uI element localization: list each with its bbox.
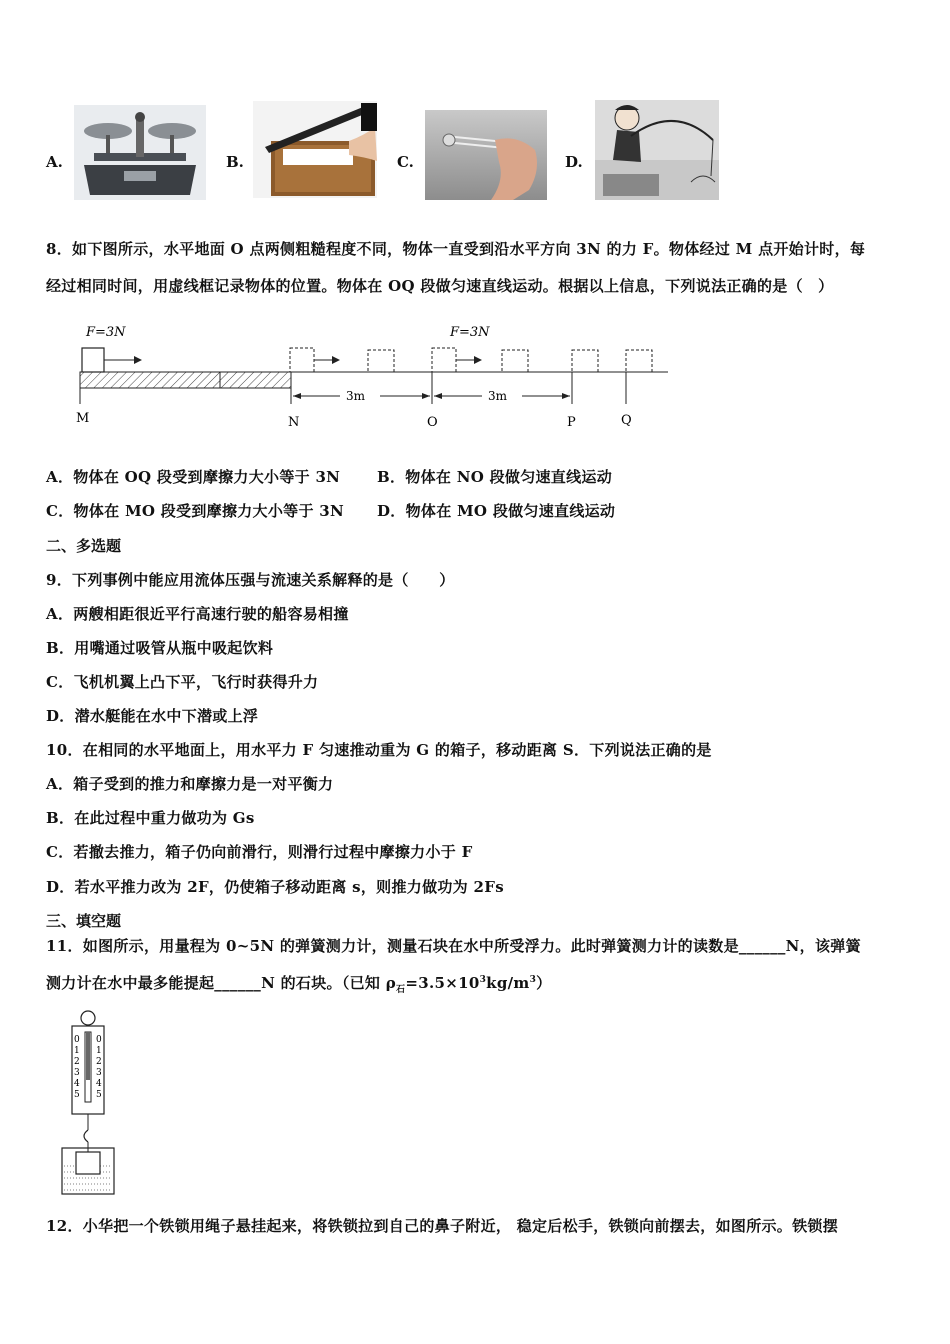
- dashed-box-q: [626, 350, 652, 372]
- q10-option-c: C．若撤去推力，箱子仍向前滑行，则滑行过程中摩擦力小于 F: [46, 843, 473, 861]
- q9-stem: 9．下列事例中能应用流体压强与流速关系解释的是（ ）: [46, 571, 455, 589]
- dashed-box-2: [368, 350, 394, 372]
- block-at-m: [82, 348, 104, 372]
- q10-option-a: A．箱子受到的推力和摩擦力是一对平衡力: [46, 775, 334, 793]
- q8-motion-figure: [70, 318, 675, 436]
- tick-left-1: 1: [74, 1046, 80, 1056]
- q11-stem-line-2: [46, 972, 551, 995]
- q8-stem-line-2: 经过相同时间，用虚线框记录物体的位置。物体在 OQ 段做匀速直线运动。根据以上信息，下列说法正确的是（ ）: [46, 277, 834, 295]
- q11-unit-exponent: 3: [529, 975, 537, 985]
- balance-scale-image: [74, 105, 206, 200]
- dashed-box-4: [502, 350, 528, 372]
- option-d-label: D.: [565, 153, 583, 171]
- q11-line2-part-a: 测力计在水中最多能提起______N 的石块。（已知 ρ: [46, 974, 397, 992]
- q8-stem-line-1: 8．如下图所示，水平地面 O 点两侧粗糙程度不同，物体一直受到沿水平方向 3N 的力 F。物体经过 M 点开始计时，每: [46, 240, 866, 258]
- tick-left-4: 4: [74, 1079, 80, 1089]
- section-2-heading: 二、多选题: [46, 537, 122, 555]
- q11-line2-part-b: =3.5×10: [405, 974, 480, 992]
- force-label-1: F=3N: [86, 325, 126, 340]
- q12-stem-line-1: 12．小华把一个铁锁用绳子悬挂起来，将铁锁拉到自己的鼻子附近， 稳定后松手，铁锁向前摆去，如图所示。铁锁摆: [46, 1217, 839, 1235]
- q10-option-d: D．若水平推力改为 2F，仍使箱子移动距离 s，则推力做功为 2Fs: [46, 878, 504, 896]
- q8-option-a: A．物体在 OQ 段受到摩擦力大小等于 3N: [46, 468, 341, 486]
- option-a-label: A.: [46, 153, 63, 171]
- dashed-box-p: [572, 350, 598, 372]
- tick-right-3: 3: [96, 1068, 102, 1078]
- chopsticks-image: [425, 110, 547, 200]
- point-m: M: [76, 411, 90, 426]
- tick-left-0: 0: [74, 1035, 80, 1045]
- point-o: O: [427, 415, 438, 430]
- q8-option-d: D．物体在 MO 段做匀速直线运动: [377, 502, 616, 520]
- q8-option-c: C．物体在 MO 段受到摩擦力大小等于 3N: [46, 502, 345, 520]
- q9-option-a: A．两艘相距很近平行高速行驶的船容易相撞: [46, 605, 349, 623]
- option-b-label: B.: [226, 153, 244, 171]
- q11-line2-part-d: ）: [536, 974, 552, 992]
- point-n: N: [288, 415, 300, 430]
- spring-scale-figure: [58, 1008, 118, 1198]
- q9-option-d: D．潜水艇能在水中下潜或上浮: [46, 707, 259, 725]
- dist-label-2: 3m: [488, 389, 508, 403]
- tick-right-4: 4: [96, 1079, 102, 1089]
- point-q: Q: [621, 413, 632, 428]
- tick-right-0: 0: [96, 1035, 102, 1045]
- q10-option-b: B．在此过程中重力做功为 Gs: [46, 809, 255, 827]
- q11-stem-line-1: 11．如图所示，用量程为 0~5N 的弹簧测力计，测量石块在水中所受浮力。此时弹簧测力计的读数是______N，该弹簧: [46, 937, 861, 955]
- tick-left-3: 3: [74, 1068, 80, 1078]
- q9-option-c: C．飞机机翼上凸下平，飞行时获得升力: [46, 673, 319, 691]
- section-3-heading: 三、填空题: [46, 912, 122, 930]
- dashed-box-o: [432, 348, 456, 372]
- tick-left-2: 2: [74, 1057, 80, 1067]
- option-c-label: C.: [397, 153, 414, 171]
- q10-stem: 10．在相同的水平地面上，用水平力 F 匀速推动重为 G 的箱子，移动距离 S．下列说法正确的是: [46, 741, 712, 759]
- tick-right-2: 2: [96, 1057, 102, 1067]
- tick-left-5: 5: [74, 1090, 80, 1100]
- q8-option-b: B．物体在 NO 段做匀速直线运动: [377, 468, 613, 486]
- dist-label-1: 3m: [346, 389, 366, 403]
- tick-right-5: 5: [96, 1090, 102, 1100]
- rough-surface: [80, 372, 291, 388]
- q11-line2-part-c: kg/m: [486, 974, 530, 992]
- fishing-rod-image: [595, 100, 719, 200]
- point-p: P: [567, 415, 576, 430]
- q11-rho-subscript: 石: [396, 985, 406, 995]
- stone-block: [76, 1152, 100, 1174]
- q9-option-b: B．用嘴通过吸管从瓶中吸起饮料: [46, 639, 274, 657]
- q11-exponent: 3: [479, 975, 487, 985]
- paper-cutter-image: [253, 101, 377, 198]
- tick-right-1: 1: [96, 1046, 102, 1056]
- force-label-2: F=3N: [450, 325, 490, 340]
- dashed-box-n: [290, 348, 314, 372]
